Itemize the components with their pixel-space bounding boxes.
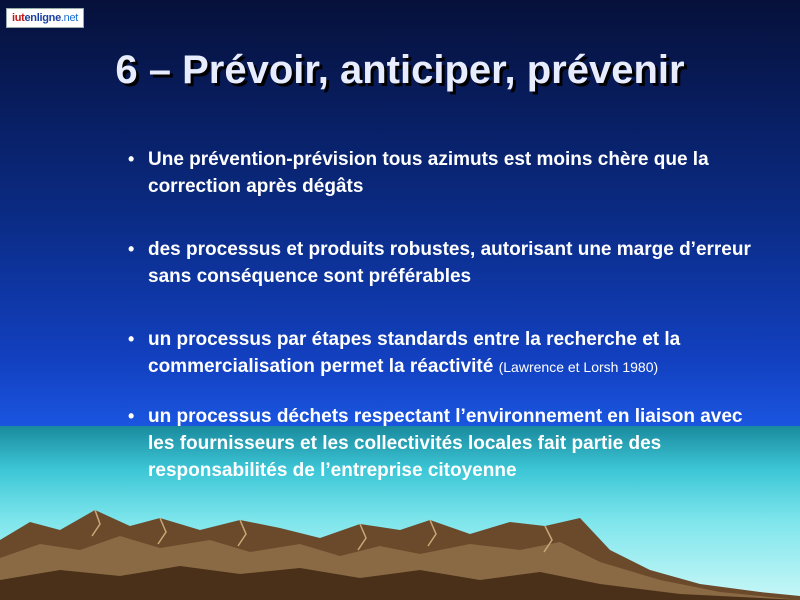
logo-part-enligne: enligne bbox=[24, 12, 61, 24]
bullet-text: Une prévention-prévision tous azimuts est moins chère que la correction après dégâts bbox=[148, 149, 709, 197]
bullet-citation: (Lawrence et Lorsh 1980) bbox=[498, 359, 659, 375]
bullet-text: un processus par étapes standards entre la recherche et la commercialisation permet la réactivité bbox=[148, 329, 681, 377]
bullet-text: des processus et produits robustes, autorisant une marge d’erreur sans conséquence sont préférables bbox=[148, 239, 751, 287]
logo-part-iut: iut bbox=[11, 12, 25, 24]
mountains-illustration bbox=[0, 500, 800, 600]
bullet-item bbox=[122, 326, 762, 381]
slide-title: 6 – Prévoir, anticiper, prévenir bbox=[115, 48, 685, 92]
bullet-list bbox=[122, 146, 762, 484]
logo-part-net: .net bbox=[60, 12, 79, 24]
bullet-text: un processus déchets respectant l’environnement en liaison avec les fournisseurs et les collectivités locales fait partie des responsabilités de l’entreprise citoyenne bbox=[148, 406, 743, 481]
bullet-item bbox=[122, 236, 762, 290]
bullet-item bbox=[122, 146, 762, 200]
bullet-item bbox=[122, 403, 762, 484]
iutenligne-logo bbox=[6, 8, 84, 28]
